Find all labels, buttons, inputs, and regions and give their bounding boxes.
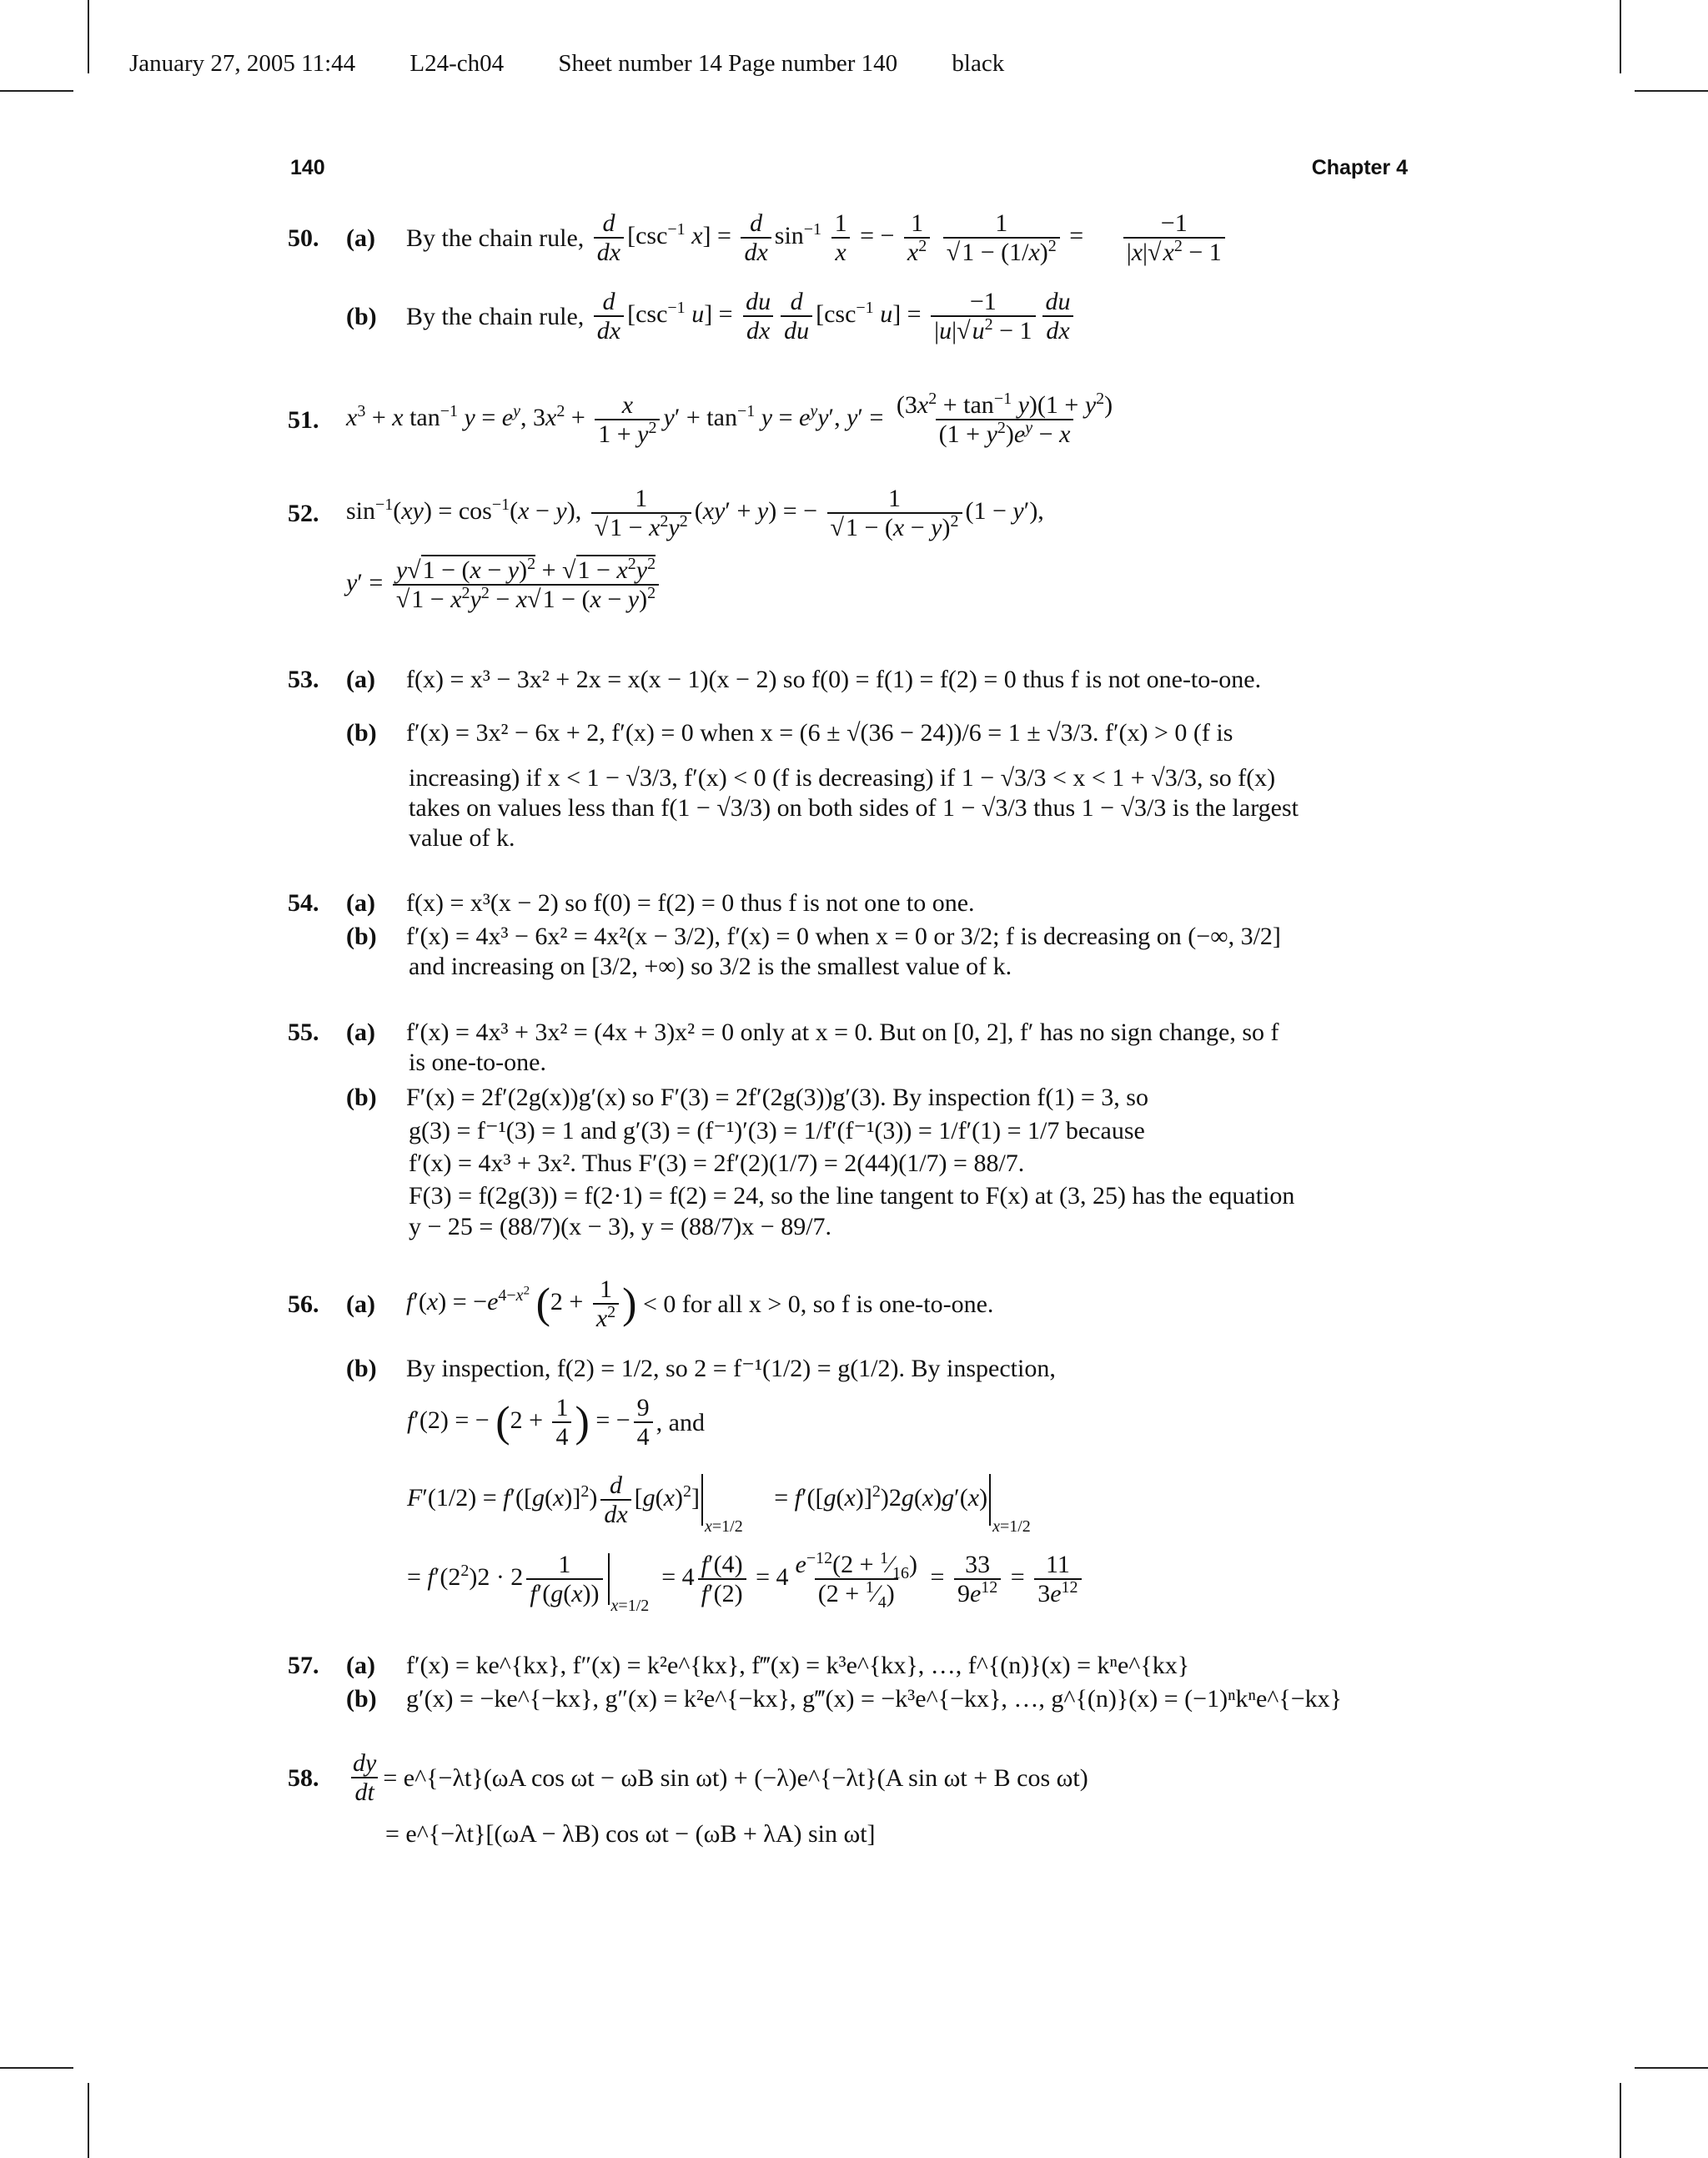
equation: $f'(x) = -e^{4-x^2}$ (2 + $\frac{1}{x^2}$ ) xyxy=(406,1275,637,1332)
problem-52 xyxy=(288,485,1044,541)
crop-mark xyxy=(1635,2067,1708,2069)
problem-56b-eq1 xyxy=(407,1395,705,1451)
derivative-fraction: $\frac{dy}{dt}$ xyxy=(353,1749,377,1806)
crop-mark xyxy=(0,2067,73,2069)
text-line: g(3) = f⁻¹(3) = 1 and g′(3) = (f⁻¹)′(3) = 1/f′(f⁻¹(3)) = 1/f′(1) = 1/7 because xyxy=(409,1117,1145,1144)
problem-57a xyxy=(288,1650,1189,1682)
part-label: (b) xyxy=(346,719,377,747)
problem-58 xyxy=(288,1750,1088,1806)
part-text: , and xyxy=(656,1408,705,1436)
part-text: f′(x) = 4x³ + 3x² = (4x + 3)x² = 0 only at x = 0. But on [0, 2], f′ has no sign change, so f xyxy=(406,1019,1279,1046)
part-label: (b) xyxy=(346,1355,377,1382)
equation: $\frac{d}{dx}$ [$\csc^{-1}$ x] = $\frac{d}{dx}$ $\sin^{-1}$ $\frac{1}{x}$ = − $\frac{1}{x^2}$ $\frac{1}{√1 - (1/x)^2}$ = $\frac{-1}{|x|√x^2 - 1}$ xyxy=(590,210,1228,266)
crop-mark xyxy=(1635,90,1708,92)
crop-mark xyxy=(1620,0,1621,73)
equation: = $f'(2^2)2 \cdot 2$ $\frac{1}{f'(g(x))}$ $_{x=1/2}$ = 4 $\frac{f'(4)}{f'(2)}$ = 4 $\frac{e^{-12}(2 + ^1⁄_{16})}{(2 + ^1⁄_4)}$ = $\frac{33}{9e^{12}}$ = $\frac{11}{3e^{12}}$ xyxy=(407,1552,1085,1607)
part-label: (b) xyxy=(346,923,377,950)
text-line: increasing) if x < 1 − √3/3, f′(x) < 0 (f is decreasing) if 1 − √3/3 < x < 1 + √3/3, so f(x) xyxy=(409,764,1276,792)
equation: f′(2) = − (2 + $\frac{1}{4}$ ) = − $\frac{9}{4}$ xyxy=(407,1395,656,1451)
part-label: (b) xyxy=(346,302,377,330)
part-text: F′(x) = 2f′(2g(x))g′(x) so F′(3) = 2f′(2g(3))g′(3). By inspection f(1) = 3, so xyxy=(406,1084,1148,1111)
equation-line: = e^{−λt}(ωA cos ωt − ωB sin ωt) + (−λ)e^{−λt}(A sin ωt + B cos ωt) xyxy=(383,1763,1088,1792)
problem-number: 53. xyxy=(288,666,319,693)
equation-line: = e^{−λt}[(ωA − λB) cos ωt − (ωB + λA) sin ωt] xyxy=(385,1820,876,1848)
problem-50a xyxy=(288,210,1228,266)
part-label: (a) xyxy=(346,889,375,917)
chapter-title: Chapter 4 xyxy=(1311,156,1408,179)
part-label: (b) xyxy=(346,1685,377,1713)
part-text: By the chain rule, xyxy=(406,302,585,330)
crop-mark xyxy=(88,0,89,73)
problem-number: 50. xyxy=(288,224,319,252)
text-line: y − 25 = (88/7)(x − 3), y = (88/7)x − 89/7. xyxy=(409,1213,832,1240)
problem-57b xyxy=(288,1683,1342,1715)
problem-51 xyxy=(288,392,1119,448)
part-label: (a) xyxy=(346,1652,375,1679)
problem-number: 54. xyxy=(288,889,319,917)
part-text: f′(x) = 3x² − 6x + 2, f′(x) = 0 when x = (6 ± √(36 − 24))/6 = 1 ± √3/3. f′(x) > 0 (f is xyxy=(406,719,1233,747)
problem-number: 58. xyxy=(288,1763,319,1792)
part-text: f(x) = x³ − 3x² + 2x = x(x − 1)(x − 2) so f(0) = f(1) = f(2) = 0 thus f is not one-to-one. xyxy=(406,666,1262,693)
crop-mark xyxy=(0,90,73,92)
part-text: f′(x) = ke^{kx}, f″(x) = k²e^{kx}, f‴(x) = k³e^{kx}, …, f^{(n)}(x) = kⁿe^{kx} xyxy=(406,1652,1190,1679)
problem-56b-eq3 xyxy=(407,1549,1085,1616)
part-text: By the chain rule, xyxy=(406,224,585,252)
problem-number: 56. xyxy=(288,1290,319,1318)
equation: y′ = $\frac{y√1 - (x - y)^2 + √1 - x^2y^2}{√1 - x^2y^2 - x√1 - (x - y)^2}$ xyxy=(346,557,662,613)
part-label: (a) xyxy=(346,1290,375,1318)
part-label: (a) xyxy=(346,1019,375,1046)
text-line: is one-to-one. xyxy=(409,1049,546,1076)
header-file: L24-ch04 xyxy=(409,50,505,77)
problem-number: 52. xyxy=(288,499,319,527)
crop-mark xyxy=(1620,2083,1621,2158)
header-sheet: Sheet number 14 Page number 140 xyxy=(558,50,898,77)
part-text: g′(x) = −ke^{−kx}, g″(x) = k²e^{−kx}, g‴(x) = −k³e^{−kx}, …, g^{(n)}(x) = (−1)ⁿkⁿe^{−kx} xyxy=(406,1685,1343,1713)
problem-50b xyxy=(288,289,1078,345)
text-line: and increasing on [3/2, +∞) so 3/2 is the smallest value of k. xyxy=(409,953,1012,980)
equation: $\sin^{-1}(xy) = \cos^{-1}(x - y)$, $\frac{1}{√1 - x^2y^2}$ (xy′ + y) = − $\frac{1}{√1 - (x - y)^2}$ (1 − y′), xyxy=(346,485,1044,541)
part-text: f(x) = x³(x − 2) so f(0) = f(2) = 0 thus f is not one to one. xyxy=(406,889,975,917)
header-date: January 27, 2005 11:44 xyxy=(129,50,356,77)
problem-number: 55. xyxy=(288,1019,319,1046)
problem-53a xyxy=(288,664,1261,696)
problem-56b-eq2 xyxy=(407,1471,1031,1537)
part-label: (b) xyxy=(346,1084,377,1111)
equation: $\frac{d}{dx}$ [$\csc^{-1}$ u] = $\frac{du}{dx}$ $\frac{d}{du}$ [$\csc^{-1}$ u] = $\frac{-1}{|u|√u^2 - 1}$ $\frac{du}{dx}$ xyxy=(590,289,1078,345)
problem-52-solution xyxy=(346,557,662,613)
running-header xyxy=(129,48,1052,78)
problem-56b xyxy=(288,1353,1056,1385)
equation: $x^3 + x$ $\tan^{-1} y = e^y$, $3x^2$ + $\frac{x}{1 + y^2}$ $y' + \tan^{-1} y = e^yy'$, y′ = $\frac{(3x^2 + \tan^{-1} y)(1 + y^2)}{(1 + y^2)e^y - x}$ xyxy=(346,390,1113,448)
problem-54b xyxy=(288,921,1281,953)
equation: $F'(1/2) = f'([g(x)]^2)$ $\frac{d}{dx}$ $[g(x)^2]_{x=1/2}$ = $f'([g(x)]^2)2g(x)g'(x)_{x=1/2}$ xyxy=(407,1471,1031,1537)
text-line: f′(x) = 4x³ + 3x². Thus F′(3) = 2f′(2)(1/7) = 2(44)(1/7) = 88/7. xyxy=(409,1149,1025,1177)
problem-56a xyxy=(288,1276,993,1332)
text-line: value of k. xyxy=(409,824,515,852)
page-number: 140 xyxy=(290,156,325,179)
crop-mark xyxy=(88,2083,89,2158)
part-label: (a) xyxy=(346,666,375,693)
part-text: f′(x) = 4x³ − 6x² = 4x²(x − 3/2), f′(x) = 0 when x = 0 or 3/2; f is decreasing on (−∞, 3/2] xyxy=(406,923,1281,950)
part-label: (a) xyxy=(346,224,375,252)
problem-54a xyxy=(288,888,975,919)
problem-55a xyxy=(288,1017,1278,1049)
part-text: By inspection, f(2) = 1/2, so 2 = f⁻¹(1/2) = g(1/2). By inspection, xyxy=(406,1355,1056,1382)
problem-53b xyxy=(288,717,1233,749)
part-text: < 0 for all x > 0, so f is one-to-one. xyxy=(642,1290,994,1318)
text-line: F(3) = f(2g(3)) = f(2·1) = f(2) = 24, so the line tangent to F(x) at (3, 25) has the equation xyxy=(409,1182,1295,1210)
text-line: takes on values less than f(1 − √3/3) on both sides of 1 − √3/3 thus 1 − √3/3 is the largest xyxy=(409,794,1299,822)
problem-55b xyxy=(288,1082,1148,1114)
header-color: black xyxy=(952,50,1005,77)
problem-number: 57. xyxy=(288,1652,319,1679)
problem-number: 51. xyxy=(288,405,319,434)
